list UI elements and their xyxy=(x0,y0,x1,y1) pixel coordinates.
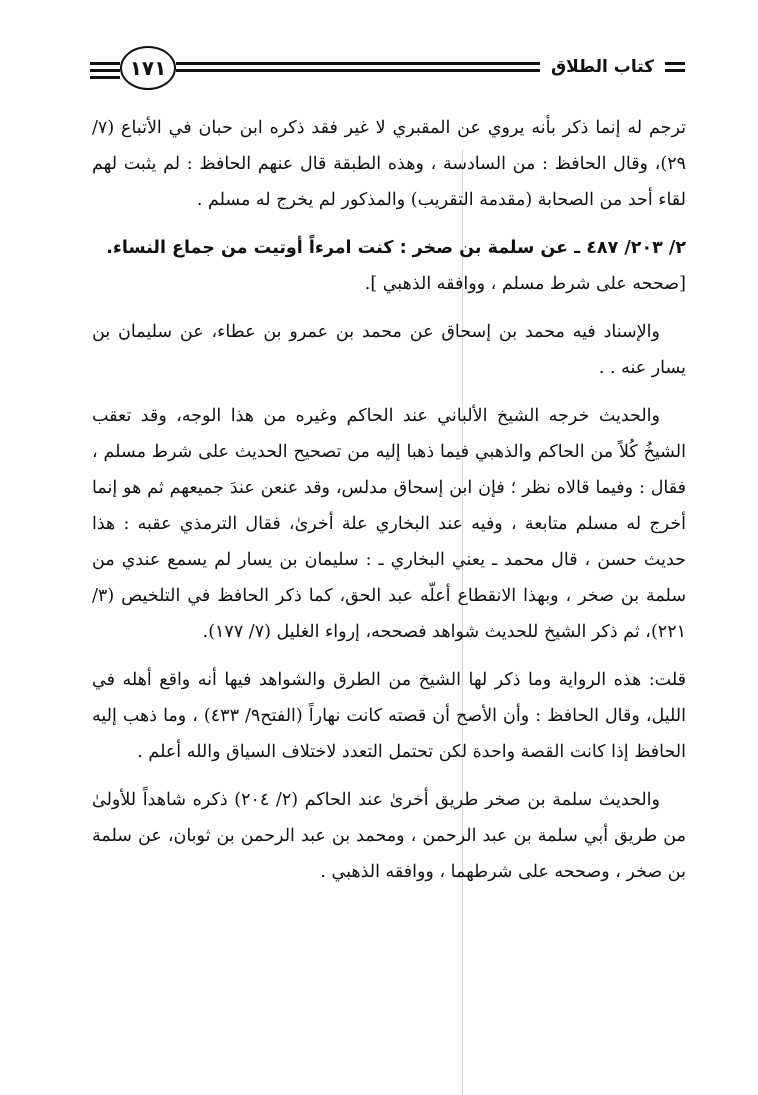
header-rule xyxy=(90,69,120,72)
paragraph-other-route: والحديث سلمة بن صخر طريق أخرىٰ عند الحاكم (٢/ ٢٠٤) ذكره شاهداً للأولىٰ من طريق أبي سلمة بن عبد الرحمن ، ومحمد بن عبد الرحمن بن ثوبان، عن سلمة بن صخر ، وصححه على شرطهما ، ووافقه الذهبي . xyxy=(92,790,686,882)
paragraph-isnad: والإسناد فيه محمد بن إسحاق عن محمد بن عمرو بن عطاء، عن سليمان بن يسار عنه . . xyxy=(92,322,686,378)
header-rule xyxy=(90,76,120,79)
header-rule xyxy=(90,62,120,65)
page-body xyxy=(92,110,686,890)
paragraph-takhrij: والحديث خرجه الشيخ الألباني عند الحاكم وغيره من هذا الوجه، وقد تعقب الشيخُ كُلاً من الحاكم والذهبي فيما ذهبا إليه من تصحيح الحديث على شرط مسلم ، فقال : وفيما قالاه نظر ؛ فإن ابن إسحاق مدلس، وقد عنعن عندَ جميعهم ثم هو إنما أخرج له مسلم متابعة ، وفيه عند البخاري علة أخرىٰ، فقال الترمذي عقبه : هذا حديث حسن ، قال محمد ـ يعني البخاري ـ : سليمان بن يسار لم يسمع عندي من سلمة بن صخر ، وبهذا الانقطاع أعلّه عبد الحق، كما ذكر الحافظ في التلخيص (٣/ ٢٢١)، ثم ذكر الشيخ للحديث شواهد فصححه، إرواء الغليل (٧/ ١٧٧). xyxy=(92,406,686,642)
page-number: ١٧١ xyxy=(120,46,176,90)
hadith-grading: [صححه على شرط مسلم ، ووافقه الذهبي ]. xyxy=(364,274,686,294)
paragraph-comment: قلت: هذه الرواية وما ذكر لها الشيخ من الطرق والشواهد فيها أنه واقع أهله في الليل، وقال الحافظ : وأن الأصح أن قصته كانت نهاراً (الفتح٩/ ٤٣٣) ، وما ذهب إليه الحافظ إذا كانت القصة واحدة لكن تحتمل التعدد لاختلاف السياق والله أعلم . xyxy=(92,670,686,762)
page-header xyxy=(90,44,685,96)
paragraph-intro: ترجم له إنما ذكر بأنه يروي عن المقبري لا غير فقد ذكره ابن حبان في الأتباع (٧/ ٢٩)، وقال الحافظ : من السادسة ، وهذه الطبقة قال عنهم الحافظ : لم يثبت لهم لقاء أحد من الصحابة (مقدمة التقريب) والمذكور لم يخرج له مسلم . xyxy=(92,118,686,210)
hadith-heading: ٢/ ٢٠٣/ ٤٨٧ ـ عن سلمة بن صخر : كنت امرءاً أوتيت من جماع النساء. xyxy=(106,238,686,258)
book-title: كتاب الطلاق xyxy=(540,54,665,80)
